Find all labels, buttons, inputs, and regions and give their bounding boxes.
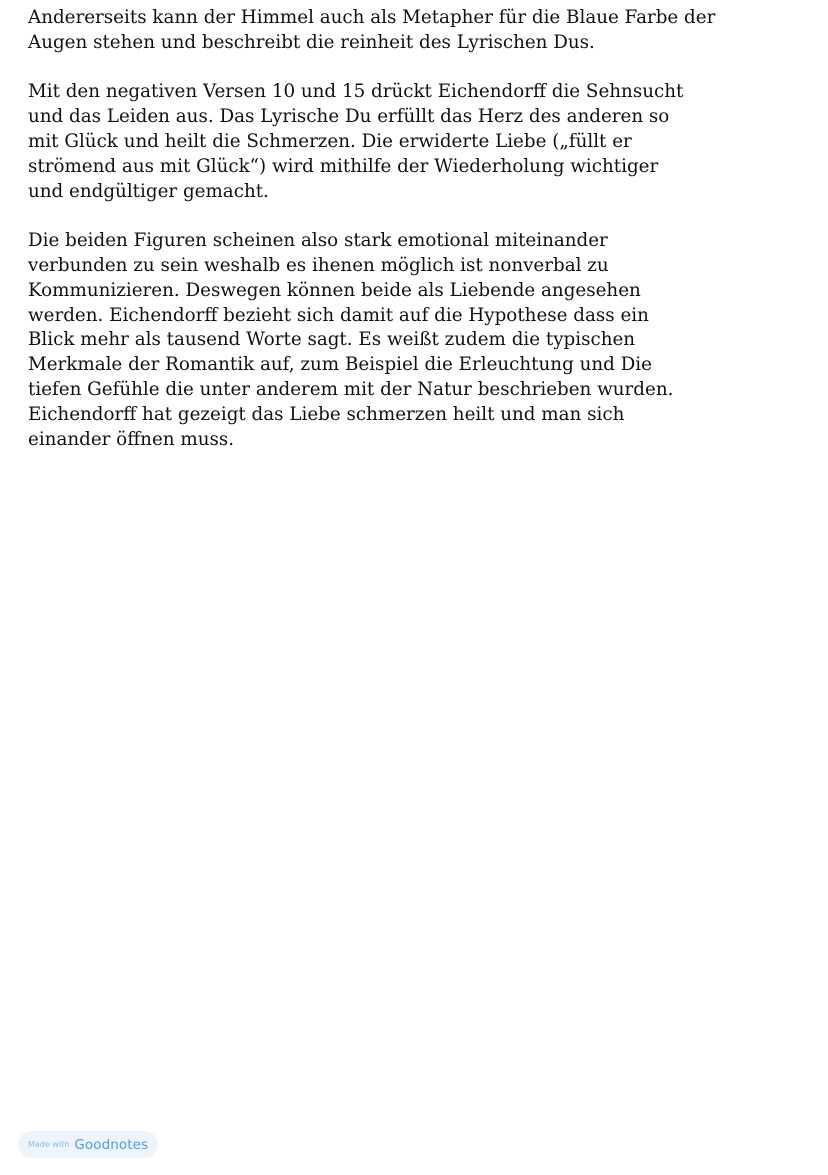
goodnotes-brand-label: Goodnotes xyxy=(74,1136,149,1153)
text-line: Mit den negativen Versen 10 und 15 drückt Eichendorff die Sehnsucht xyxy=(28,81,684,103)
paragraph-2 xyxy=(28,80,808,204)
text-line: werden. Eichendorff bezieht sich damit auf die Hypothese dass ein xyxy=(28,304,649,326)
text-line: Eichendorff hat gezeigt das Liebe schmerzen heilt und man sich xyxy=(28,403,625,425)
paragraph-1 xyxy=(28,6,808,56)
text-line: und das Leiden aus. Das Lyrische Du erfüllt das Herz des anderen so xyxy=(28,106,670,128)
text-line: Andererseits kann der Himmel auch als Metapher für die Blaue Farbe der xyxy=(28,7,716,28)
made-with-label: Made with xyxy=(28,1140,70,1149)
text-line: einander öffnen muss. xyxy=(28,428,235,450)
text-line: Merkmale der Romantik auf, zum Beispiel die Erleuchtung und Die xyxy=(28,354,652,376)
text-line: strömend aus mit Glück“) wird mithilfe der Wiederholung wichtiger xyxy=(28,155,659,177)
document-body xyxy=(28,6,808,477)
paragraph-3 xyxy=(28,229,808,452)
text-line: Augen stehen und beschreibt die reinheit des Lyrischen Dus. xyxy=(28,31,595,53)
text-line: Die beiden Figuren scheinen also stark emotional miteinander xyxy=(28,230,608,252)
text-line: Blick mehr als tausend Worte sagt. Es weißt zudem die typischen xyxy=(28,329,636,351)
text-line: Kommunizieren. Deswegen können beide als Liebende angesehen xyxy=(28,279,641,301)
text-line: verbunden zu sein weshalb es ihenen möglich ist nonverbal zu xyxy=(28,254,609,276)
text-line: mit Glück und heilt die Schmerzen. Die erwiderte Liebe („füllt er xyxy=(28,130,632,152)
made-with-goodnotes-badge[interactable] xyxy=(18,1131,158,1158)
text-line: und endgültiger gemacht. xyxy=(28,180,269,202)
text-line: tiefen Gefühle die unter anderem mit der Natur beschrieben wurden. xyxy=(28,378,674,400)
